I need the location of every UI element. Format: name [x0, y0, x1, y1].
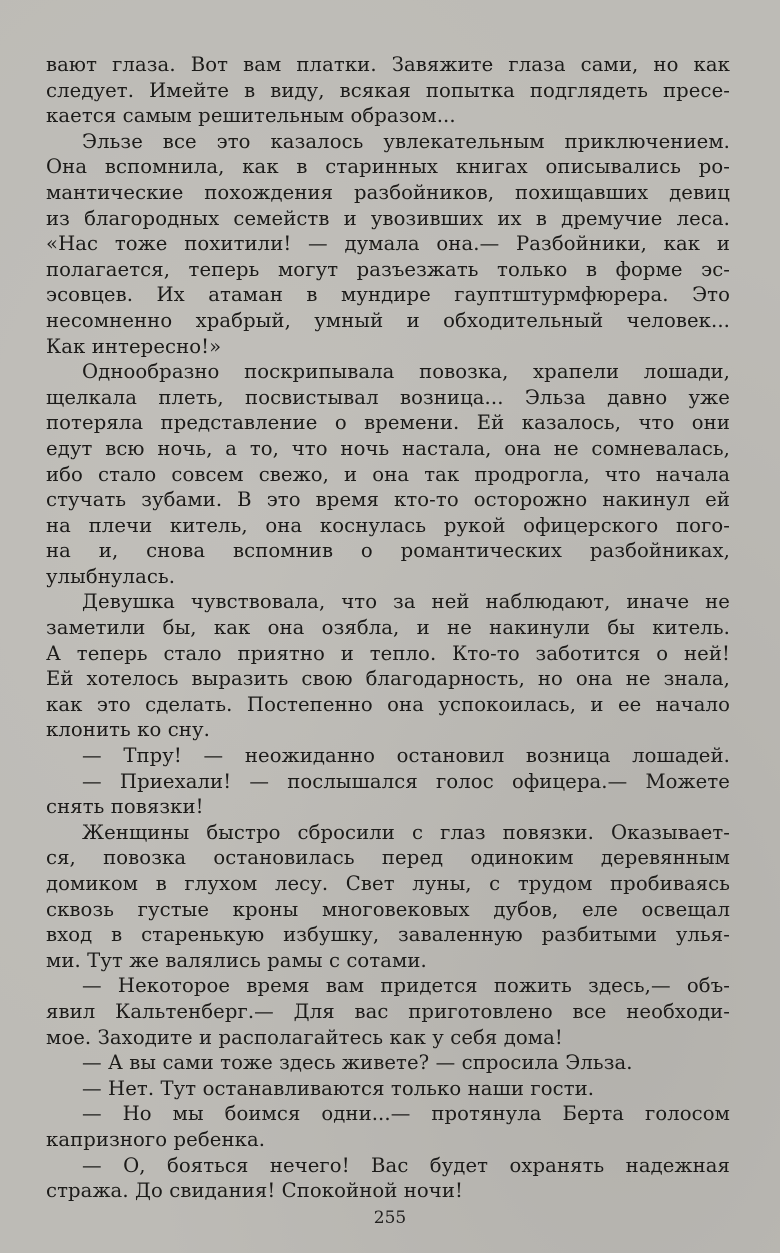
text-line: стража. До свидания! Спокойной ночи! [46, 1179, 463, 1203]
text-line: домиком в глухом лесу. Свет луны, с трудом пробиваясь [46, 872, 730, 895]
text-line: клонить ко сну. [46, 718, 210, 742]
text-line: Она вспомнила, как в старинных книгах описывались ро- [46, 155, 730, 179]
text-line: Эльзе все это казалось увлекательным приключением. [82, 129, 730, 153]
text-line: на и, снова вспомнив о романтических разбойниках, [46, 539, 730, 563]
page-number: 255 [373, 1208, 407, 1228]
text-line: снять повязки! [46, 795, 204, 819]
text-line: ся, повозка остановилась перед одиноким деревянным [46, 846, 730, 870]
text-line: Девушка чувствовала, что за ней наблюдают, иначе не [82, 590, 730, 614]
text-line: полагается, теперь могут разъезжать только в форме эс- [46, 257, 730, 281]
text-line: ми. Тут же валялись рамы с сотами. [46, 948, 427, 972]
text-line: Как интересно!» [46, 334, 222, 358]
text-line: капризного ребенка. [46, 1127, 266, 1151]
text-line: Однообразно поскрипывала повозка, храпели лошади, [82, 360, 730, 384]
text-line: — Нет. Тут останавливаются только наши гости. [82, 1076, 595, 1100]
text-line: вают глаза. Вот вам платки. Завяжите глаза сами, но как [46, 53, 730, 76]
text-line: мантические похождения разбойников, похищавших девиц [46, 180, 730, 204]
text-line: едут всю ночь, а то, что ночь настала, она не сомневалась, [46, 436, 730, 460]
text-line: как это сделать. Постепенно она успокоилась, и ее начало [46, 692, 730, 716]
text-line: А теперь стало приятно и тепло. Кто-то заботится о ней! [46, 641, 730, 665]
text-line: кается самым решительным образом... [46, 104, 456, 128]
text-line: — О, бояться нечего! Вас будет охранять надежная [82, 1153, 730, 1177]
text-line: мое. Заходите и располагайтесь как у себя дома! [46, 1025, 563, 1049]
text-line: — Но мы боимся одни...— протянула Берта голосом [82, 1102, 730, 1126]
text-line: «Нас тоже похитили! — думала она.— Разбойники, как и [46, 232, 730, 256]
text-line: щелкала плеть, посвистывал возница... Эльза давно уже [46, 385, 730, 409]
text-line: из благородных семейств и увозивших их в дремучие леса. [46, 206, 730, 230]
text-line: эсовцев. Их атаман в мундире гауптштурмфюрера. Это [46, 283, 730, 307]
text-line: вход в старенькую избушку, заваленную разбитыми улья- [46, 923, 730, 947]
text-line: — Приехали! — послышался голос офицера.— Можете [82, 769, 730, 793]
text-line: стучать зубами. В это время кто-то осторожно накинул ей [46, 488, 730, 512]
text-line: Женщины быстро сбросили с глаз повязки. Оказывает- [82, 820, 730, 844]
text-line: потеряла представление о времени. Ей казалось, что они [46, 411, 730, 435]
text-line: на плечи китель, она коснулась рукой офицерского пого- [46, 513, 730, 537]
page-text [46, 52, 730, 1204]
text-line: Ей хотелось выразить свою благодарность, но она не знала, [46, 667, 730, 691]
text-line: — Тпру! — неожиданно остановил возница лошадей. [82, 744, 730, 768]
text-line: — А вы сами тоже здесь живете? — спросила Эльза. [82, 1051, 633, 1075]
text-line: явил Кальтенберг.— Для вас приготовлено все необходи- [46, 999, 730, 1023]
text-line: сквозь густые кроны многовековых дубов, еле освещал [46, 897, 730, 921]
text-line: следует. Имейте в виду, всякая попытка подглядеть пресе- [46, 78, 730, 102]
text-line: — Некоторое время вам придется пожить здесь,— объ- [82, 974, 730, 998]
text-line: несомненно храбрый, умный и обходительный человек... [46, 308, 730, 332]
text-line: ибо стало совсем свежо, и она так продрогла, что начала [46, 462, 730, 486]
text-line: заметили бы, как она озябла, и не накинули бы китель. [46, 616, 730, 640]
text-line: улыбнулась. [46, 564, 176, 588]
